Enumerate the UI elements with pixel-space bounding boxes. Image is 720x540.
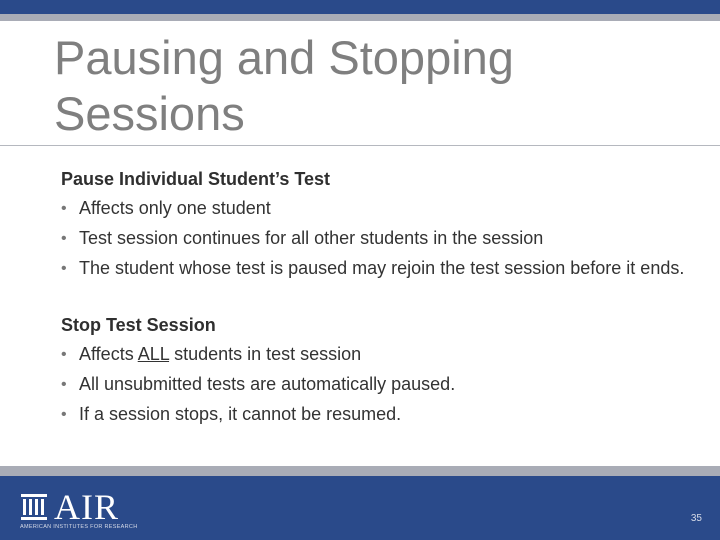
emphasis-all: ALL — [137, 344, 170, 364]
footer-bar — [0, 476, 720, 540]
bullet-icon: • — [61, 260, 67, 277]
bullet-icon: • — [61, 406, 67, 423]
bullet-item: • If a session stops, it cannot be resumed. — [61, 402, 701, 427]
slide-body — [61, 166, 701, 432]
building-icon — [20, 492, 48, 522]
logo-wordmark: AIR — [54, 487, 119, 527]
logo-subtitle: AMERICAN INSTITUTES FOR RESEARCH — [20, 524, 138, 530]
section-heading-pause: Pause Individual Student’s Test — [61, 169, 331, 189]
bullet-item: • Affects only one student — [61, 196, 701, 221]
bottom-accent-stripe — [0, 466, 720, 476]
stop-bullet-list — [61, 342, 701, 427]
title-divider — [0, 145, 720, 146]
top-accent-stripe — [0, 14, 720, 21]
page-number: 35 — [690, 513, 702, 524]
pause-bullet-list — [61, 196, 701, 281]
bullet-item: • Affects ALL students in test session — [61, 342, 701, 367]
bullet-icon: • — [61, 346, 67, 363]
top-banner-bar — [0, 0, 720, 14]
bullet-item: • The student whose test is paused may rejoin the test session before it ends. — [61, 256, 701, 281]
section-heading-stop: Stop Test Session — [61, 315, 216, 335]
bullet-item: • Test session continues for all other students in the session — [61, 226, 701, 251]
bullet-item: • All unsubmitted tests are automatically paused. — [61, 372, 701, 397]
bullet-icon: • — [61, 200, 67, 217]
slide-title: Pausing and Stopping Sessions — [54, 31, 514, 140]
bullet-icon: • — [61, 230, 67, 247]
bullet-icon: • — [61, 376, 67, 393]
